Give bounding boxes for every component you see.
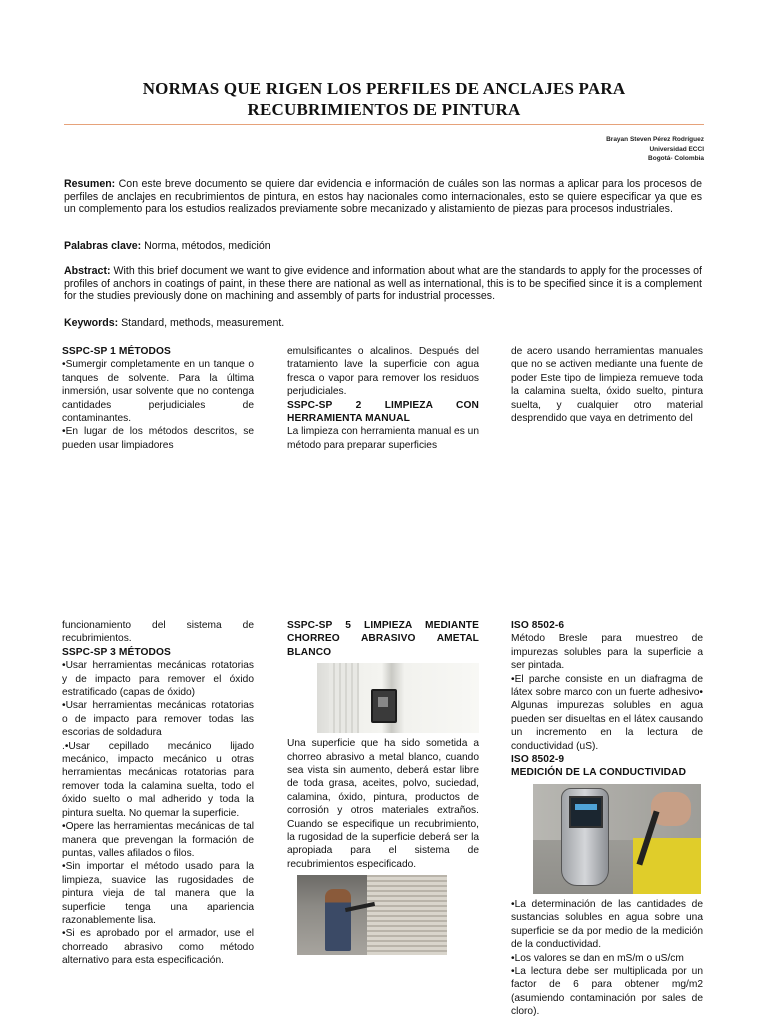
sspc-sp5-text: Una superficie que ha sido sometida a chorreo abrasivo a metal blanco, cuando sea vista sin aumento, deberá estar libre de toda grasa, aceites, polvo, suciedad, calamina, óxido, pintura, productos de corrosión y otros materiales extraños. Cuando se especifique un recubrimiento, la rugosidad de la superficie deberá ser la apropiada para el sistema de recubrimientos especificado.: [287, 738, 479, 870]
conductivity-item-1: •La determinación de las cantidades de sustancias solubles en agua sobre una superficie se da por medio de la medición de la conductividad.: [511, 898, 703, 951]
sspc-sp2-end: funcionamiento del sistema de recubrimientos.: [62, 620, 254, 645]
title-divider: [64, 124, 704, 125]
panel-fold: [329, 663, 359, 733]
blasted-wall: [367, 875, 447, 955]
sspc-sp2-heading: SSPC-SP 2 LIMPIEZA CON HERRAMIENTA MANUAL: [287, 399, 479, 425]
sspc-sp3-item-3: .•Usar cepillado mecánico lijado mecánico, impacto mecánico u otras herramientas mecánicas rotatorias para remover toda la calamina suelta, todo el óxido suelto o mal adherido y toda la pintura suelta. No quemar la superficie.: [62, 740, 254, 819]
sspc-sp3-item-5: •Sin importar el método usado para la limpieza, suavice las rugosidades de pintura vieja de tal manera que la superficie tenga una apariencia razonablemente lisa.: [62, 861, 254, 926]
hand: [651, 792, 691, 826]
blasting-worker: [325, 889, 351, 951]
iso-8502-6-item: •El parche consiste en un diafragma de látex sobre marco con un fuerte adhesivo• Algunas impurezas solubles en agua pueden ser disueltas en el látex causando un incremento en la lectura de conductividad (uS).: [511, 673, 703, 752]
bottom-column-1: [62, 619, 254, 968]
author-block: [606, 135, 704, 164]
abstract-paragraph: [64, 265, 702, 303]
palabras-clave-label: Palabras clave:: [64, 240, 142, 252]
abstract-label: Abstract:: [64, 265, 111, 277]
iso-8502-9-heading: ISO 8502-9: [511, 754, 565, 766]
iso-8502-6-heading: ISO 8502-6: [511, 620, 565, 631]
sspc-sp1-heading: SSPC-SP 1 MÉTODOS: [62, 346, 171, 357]
resumen-label: Resumen:: [64, 178, 116, 190]
author-university: Universidad ECCI: [649, 145, 704, 153]
palabras-clave-paragraph: [64, 240, 702, 253]
keywords-paragraph: [64, 317, 702, 330]
resumen-text: Con este breve documento se quiere dar evidencia e información de cuáles son las normas a aplicar para los procesos de perfiles de anclajes en recubrimientos de pintura, en estos hay nacionales como internacionales, esto se quiere especificar ya que es un complemento para los estudios realizados previamente sobre mecanizado y alistamiento de piezas para procesos industriales.: [64, 178, 702, 216]
palabras-clave-text: Norma, métodos, medición: [141, 240, 271, 252]
title-line-1: NORMAS QUE RIGEN LOS PERFILES DE ANCLAJES PARA: [142, 79, 626, 98]
sspc-sp3-item-2: •Usar herramientas mecánicas rotatorias o de impacto para remover todas las escorias de soldadura: [62, 700, 254, 739]
blasted-panel-photo: [317, 663, 479, 733]
sspc-sp3-heading: SSPC-SP 3 MÉTODOS: [62, 646, 171, 658]
top-column-3: [511, 345, 703, 425]
meter-screen: [569, 796, 603, 828]
sspc-sp3-item-4: •Opere las herramientas mecánicas de tal manera que prevengan la formación de puntas, valles afilados o filos.: [62, 821, 254, 859]
sspc-sp1-item-2: •En lugar de los métodos descritos, se pueden usar limpiadores: [62, 426, 254, 451]
bottom-column-2: [287, 619, 479, 959]
iso-8502-6-text: Método Bresle para muestreo de impurezas solubles para la superficie a ser pintada.: [511, 633, 703, 672]
conductivity-heading: MEDICIÓN DE LA CONDUCTIVIDAD: [511, 767, 687, 779]
document-title: [60, 78, 708, 120]
sspc-sp1-item-1: •Sumergir completamente en un tanque o tanques de solvente. Para la última inmersión, usar solvente que no contenga cantidades perjudiciales de contaminantes.: [62, 359, 254, 425]
bottom-column-3: [511, 619, 703, 1019]
sspc-sp2-text: La limpieza con herramienta manual es un método para preparar superficies: [287, 426, 479, 451]
keywords-label: Keywords:: [64, 317, 119, 329]
sspc-sp1-continued: emulsificantes o alcalinos. Después del tratamiento lave la superficie con agua fresca o vapor para remover los residuos perjudiciales.: [287, 346, 479, 398]
inspection-device: [371, 689, 397, 723]
sspc-sp3-item-1: •Usar herramientas mecánicas rotatorias y de impacto para remover el óxido estratificado (capas de óxido): [62, 660, 254, 699]
conductivity-meter-photo: [533, 784, 701, 894]
resumen-paragraph: [64, 178, 702, 216]
top-column-1: [62, 345, 254, 452]
conductivity-item-2: •Los valores se dan en mS/m o uS/cm: [511, 952, 684, 964]
author-name: Brayan Steven Pérez Rodríguez: [606, 136, 704, 143]
sspc-sp2-continued: de acero usando herramientas manuales que no se activen mediante una fuente de poder Este tipo de limpieza remueve toda la calamina suelta, óxido suelto, pintura suelta, y cualquier otro material desprendido que vaya en detrimento del: [511, 346, 703, 425]
sspc-sp5-heading: SSPC-SP 5 LIMPIEZA MEDIANTE CHORREO ABRASIVO AMETAL BLANCO: [287, 620, 479, 658]
abrasive-blasting-photo: [297, 875, 447, 955]
keywords-text: Standard, methods, measurement.: [118, 317, 285, 329]
top-column-2: [287, 345, 479, 452]
author-city: Bogotá- Colombia: [648, 155, 704, 162]
sspc-sp3-item-6: •Si es aprobado por el armador, use el chorreado abrasivo como método alternativo para esta especificación.: [62, 928, 254, 967]
title-line-2: RECUBRIMIENTOS DE PINTURA: [247, 100, 521, 119]
abstract-text: With this brief document we want to give evidence and information about what are the standards to apply for the processes of profiles of anchors in coatings of paint, in these there are national as well as international, this is to be specified since it is a complement for the studies previously done on machining and assembly of parts for industrial processes.: [64, 265, 702, 303]
conductivity-item-3: •La lectura debe ser multiplicada por un factor de 6 para obtener mg/m2 (asumiendo contaminación por sales de cloro).: [511, 965, 703, 1018]
